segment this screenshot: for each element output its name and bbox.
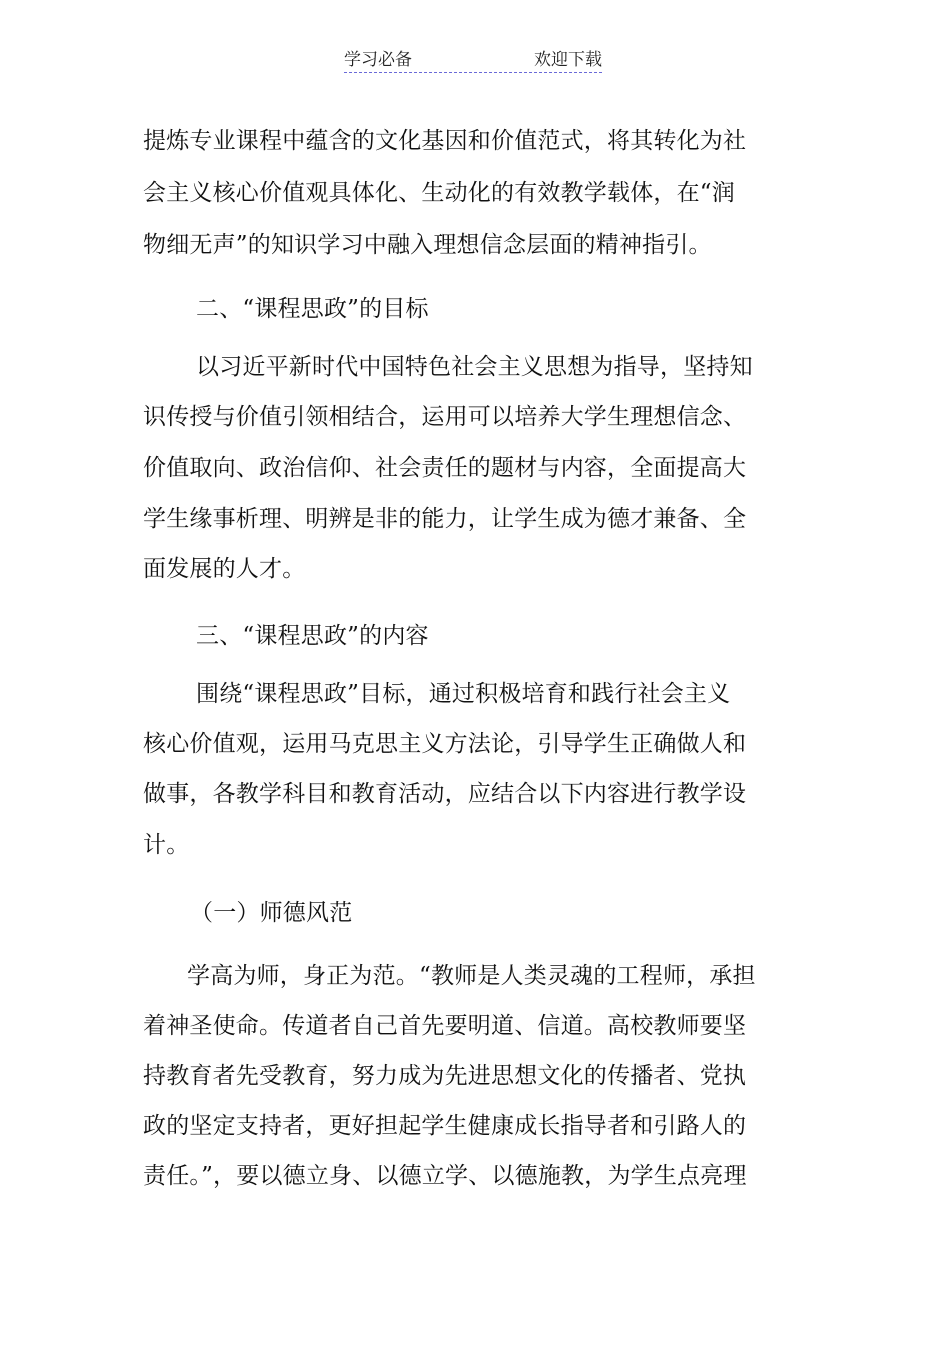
page-header <box>344 48 602 73</box>
body-line: 物细无声”的知识学习中融入理想信念层面的精神指引。 <box>143 232 712 258</box>
body-line: 会主义核心价值观具体化、生动化的有效教学载体，在“润 <box>143 180 735 206</box>
body-line: 以习近平新时代中国特色社会主义思想为指导，坚持知 <box>196 354 753 380</box>
body-line: 计。 <box>143 832 190 858</box>
body-line: 做事，各教学科目和教育活动，应结合以下内容进行教学设 <box>143 781 747 807</box>
body-line: 着神圣使命。传道者自己首先要明道、信道。高校教师要坚 <box>143 1013 747 1039</box>
body-line: 面发展的人才。 <box>143 556 306 582</box>
body-line: 识传授与价值引领相结合，运用可以培养大学生理想信念、 <box>143 404 747 430</box>
header-left-text: 学习必备 <box>344 50 412 70</box>
body-line: 学高为师，身正为范。“教师是人类灵魂的工程师，承担 <box>187 963 756 989</box>
body-line: 持教育者先受教育，努力成为先进思想文化的传播者、党执 <box>143 1063 747 1089</box>
body-line: 政的坚定支持者，更好担起学生健康成长指导者和引路人的 <box>143 1113 747 1139</box>
body-line: 围绕“课程思政”目标，通过积极培育和践行社会主义 <box>196 681 731 707</box>
body-line: 责任。”，要以德立身、以德立学、以德施教，为学生点亮理 <box>143 1163 747 1189</box>
body-line: 核心价值观，运用马克思主义方法论，引导学生正确做人和 <box>143 731 747 757</box>
body-line: 学生缘事析理、明辨是非的能力，让学生成为德才兼备、全 <box>143 506 747 532</box>
section-heading: 三、“课程思政”的内容 <box>196 623 429 649</box>
section-heading: 二、“课程思政”的目标 <box>196 296 429 322</box>
header-right-text: 欢迎下载 <box>534 50 602 70</box>
body-line: 价值取向、政治信仰、社会责任的题材与内容，全面提高大 <box>143 455 747 481</box>
subsection-heading: （一）师德风范 <box>190 900 353 926</box>
body-line: 提炼专业课程中蕴含的文化基因和价值范式，将其转化为社 <box>143 128 747 154</box>
